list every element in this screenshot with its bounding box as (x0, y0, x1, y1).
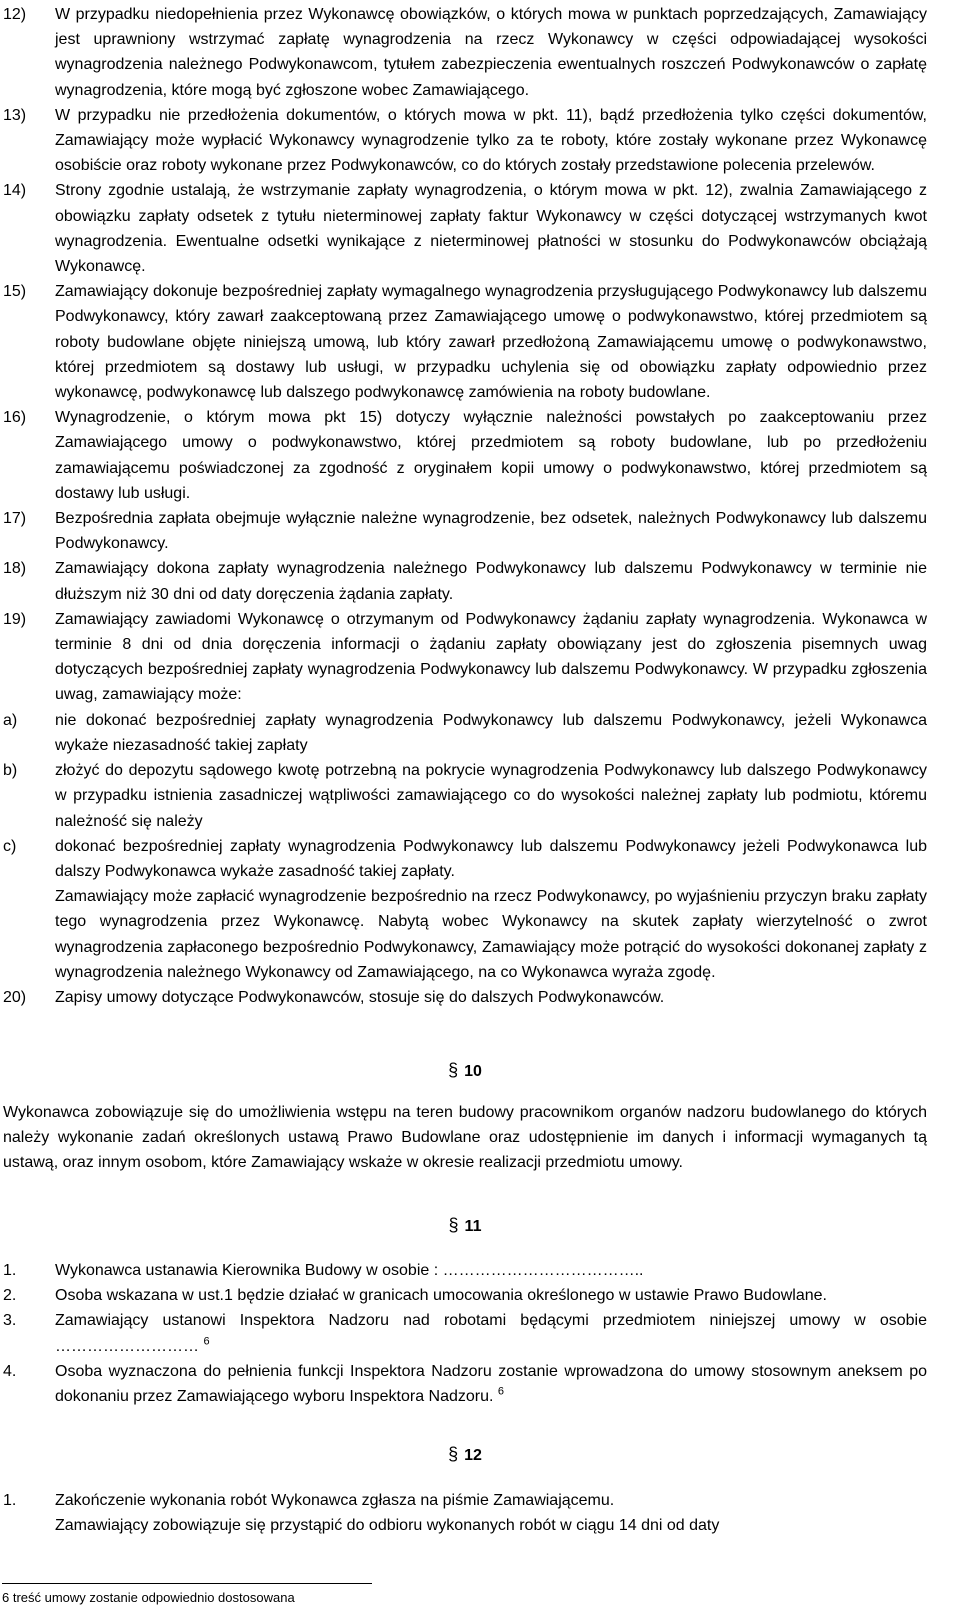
section-11-heading (3, 1213, 927, 1239)
clause-15 (3, 279, 927, 405)
sub-item-c (3, 834, 927, 884)
item-number: 3. (3, 1312, 17, 1330)
section-number: 10 (464, 1063, 482, 1080)
item-text-continued: Zamawiający zobowiązuje się przystąpić do odbioru wykonanych robót w ciągu 14 dni od daty (55, 1517, 720, 1535)
sub-item-text: złożyć do depozytu sądowego kwotę potrzebną na pokrycie wynagrodzenia Podwykonawcy lub dalszego Podwykonawcy w przypadku istnienia zasadniczej wątpliwości zamawiającego co do wysokości należnej zapłaty lub podmiotu, któremu należność się należy (55, 762, 927, 830)
sub-item-text: nie dokonać bezpośredniej zapłaty wynagrodzenia Podwykonawcy lub dalszemu Podwykonawcy, jeżeli Wykonawca wykaże niezasadność takiej zapłaty (55, 711, 927, 754)
clause-17 (3, 506, 927, 556)
clause-number: 17) (3, 510, 27, 528)
clause-text: W przypadku nie przedłożenia dokumentów, o których mowa w pkt. 11), bądź przedłożenia tylko części dokumentów, Zamawiający może wypłacić Wykonawcy wynagrodzenie tylko za te roboty, które zostały wykonane przez Wykonawcę osobiście oraz roboty wykonane przez Podwykonawców, co do których zostały przedstawione polecenia przelewów. (55, 106, 927, 175)
clause-text: W przypadku niedopełnienia przez Wykonawcę obowiązków, o których mowa w punktach poprzedzających, Zamawiający jest uprawniony wstrzymać zapłatę wynagrodzenia na rzecz Wykonawcy w części odpowiadającej wysokości wynagrodzenia należnego Podwykonawcom, tytułem zabezpieczenia ewentualnych roszczeń Podwykonawców o zapłatę wynagrodzenia, które mogą być zgłoszone wobec Zamawiającego. (55, 6, 927, 99)
section-sign: § (448, 1215, 459, 1235)
footnote: 6 treść umowy zostanie odpowiednio dostosowana (2, 1590, 295, 1605)
section-10-text: Wykonawca zobowiązuje się do umożliwienia wstępu na teren budowy pracownikom organów nadzoru budowlanego do których należy wykonanie zadań określonych ustawą Prawo Budowlane oraz udostępnienie im danych i informacji wymaganych tą ustawą, oraz innym osobom, które Zamawiający wskaże w okresie realizacji przedmiotu umowy. (3, 1104, 927, 1172)
clause-13 (3, 103, 927, 179)
item-number: 1. (3, 1492, 17, 1509)
item-number: 2. (3, 1287, 17, 1305)
clause-number: 14) (3, 182, 27, 200)
sub-item-letter: a) (3, 711, 18, 729)
clause-text: Zapisy umowy dotyczące Podwykonawców, stosuje się do dalszych Podwykonawców. (55, 988, 665, 1006)
sub-item-text: dokonać bezpośredniej zapłaty wynagrodzenia Podwykonawcy lub dalszemu Podwykonawcy jeżeli Podwykonawca lub dalszy Podwykonawca wykaże zasadność takiej zapłaty. (55, 837, 927, 880)
clause-text: Zamawiający dokonuje bezpośredniej zapłaty wymagalnego wynagrodzenia przysługującego Podwykonawcy lub dalszemu Podwykonawcy, który zawarł zaakceptowaną przez Zamawiającego umowę o podwykonawstwo, której przedmiotem są roboty budowlane objęte niniejszą umową, lub który zawarł przedłożoną Zamawiającemu umowę o podwykonawstwo, której przedmiotem są dostawy lub usługi, w przypadku uchylenia się od obowiązku zapłaty odpowiednio przez wykonawcę, podwykonawcę lub dalszego podwykonawcę zamówienia na roboty budowlane. (55, 283, 927, 402)
section-12-list (3, 1488, 927, 1538)
clause-19 (3, 607, 927, 708)
clause-16 (3, 405, 927, 506)
sub-item-letter: b) (3, 762, 18, 780)
item-number: 4. (3, 1362, 17, 1380)
clause-number: 15) (3, 283, 27, 301)
section-11-item-4 (3, 1359, 927, 1409)
sub-item-letter: c) (3, 837, 17, 855)
section-sign: § (448, 1444, 459, 1464)
clause-text: Wynagrodzenie, o którym mowa pkt 15) dotyczy wyłącznie należności powstałych po zaakceptowaniu przez Zamawiającego umowy o podwykonawstwo, której przedmiotem są roboty budowlane, lub po przedłożeniu zamawiającemu poświadczonej za zgodność z oryginałem kopii umowy o podwykonawstwo, której przedmiotem są dostawy lub usługi. (55, 409, 927, 502)
footnote-separator (2, 1583, 372, 1584)
section-11-item-2 (3, 1283, 927, 1308)
section-12-heading (3, 1442, 927, 1468)
clause-18 (3, 556, 927, 606)
sub-item-a (3, 708, 927, 758)
clause-12 (3, 2, 927, 103)
item-text: Osoba wyznaczona do pełnienia funkcji Inspektora Nadzoru zostanie wprowadzona do umowy stosownym aneksem po dokonaniu przez Zamawiającego wyboru Inspektora Nadzoru. (55, 1362, 927, 1406)
clause-number: 20) (3, 988, 27, 1006)
sub-item-b (3, 758, 927, 834)
clause-19-continuation: Zamawiający może zapłacić wynagrodzenie bezpośrednio na rzecz Podwykonawcy, po wyjaśnieniu przyczyn braku zapłaty tego wynagrodzenia przez Wykonawcę. Nabytą wobec Wykonawcy na skutek zapłaty wierzytelność o zwrot wynagrodzenia zapłaconego bezpośrednio Podwykonawcy, Zamawiający może potrącić do wysokości dokonanej zapłaty z wynagrodzenia należnego Wykonawcy od Zamawiającego, na co Wykonawca wyraża zgodę. (55, 888, 927, 981)
clause-number: 12) (3, 6, 27, 23)
section-11-item-3 (3, 1308, 927, 1358)
clause-number: 19) (3, 610, 27, 628)
clause-text: Bezpośrednia zapłata obejmuje wyłącznie należne wynagrodzenie, bez odsetek, należnych Podwykonawcy lub dalszemu Podwykonawcy. (55, 510, 927, 553)
section-11-item-1 (3, 1258, 927, 1283)
footnote-ref: 6 (497, 1385, 505, 1398)
section-10-heading (3, 1058, 927, 1084)
clause-14 (3, 178, 927, 279)
item-text: Zamawiający ustanowi Inspektora Nadzoru nad robotami będącymi przedmiotem niniejszej umowy w osobie ……………………… (55, 1312, 927, 1355)
clause-number: 18) (3, 560, 27, 578)
section-12-item-1 (3, 1488, 927, 1538)
clause-text: Zamawiający zawiadomi Wykonawcę o otrzymanym od Podwykonawcy żądaniu zapłaty wynagrodzenia. Wykonawca w terminie 8 dni od dnia doręczenia informacji o żądaniu zapłaty obowiązany jest do zgłoszenia pisemnych uwag dotyczących bezpośredniej zapłaty wynagrodzenia Podwykonawcy lub dalszemu Podwykonawcy. W przypadku zgłoszenia uwag, zamawiający może: (55, 610, 927, 704)
payment-clauses (3, 2, 927, 1010)
item-number: 1. (3, 1262, 17, 1279)
clause-number: 13) (3, 106, 27, 124)
section-number: 11 (464, 1218, 482, 1235)
clause-20 (3, 985, 927, 1010)
footnote-ref: 6 (203, 1335, 210, 1348)
clause-text: Strony zgodnie ustalają, że wstrzymanie zapłaty wynagrodzenia, o którym mowa w pkt. 12), zwalnia Zamawiającego z obowiązku zapłaty odsetek z tytułu nieterminowej zapłaty faktur Wykonawcy w części dotyczącej wstrzymanych kwot wynagrodzenia. Ewentualne odsetki wynikające z nieterminowej płatności w stosunku do Podwykonawców obciążają Wykonawcę. (55, 182, 927, 276)
section-11-list (3, 1258, 927, 1409)
section-number: 12 (464, 1447, 482, 1464)
clause-text: Zamawiający dokona zapłaty wynagrodzenia należnego Podwykonawcy lub dalszemu Podwykonawcy w terminie nie dłuższym niż 30 dni od daty doręczenia żądania zapłaty. (55, 560, 927, 603)
item-text: Wykonawca ustanawia Kierownika Budowy w osobie : ……………………………….. (55, 1262, 644, 1279)
clause-number: 16) (3, 409, 27, 427)
item-text: Osoba wskazana w ust.1 będzie działać w granicach umocowania określonego w ustawie Prawo Budowlane. (55, 1287, 827, 1305)
section-sign: § (448, 1060, 459, 1080)
item-text: Zakończenie wykonania robót Wykonawca zgłasza na piśmie Zamawiającemu. (55, 1492, 615, 1509)
